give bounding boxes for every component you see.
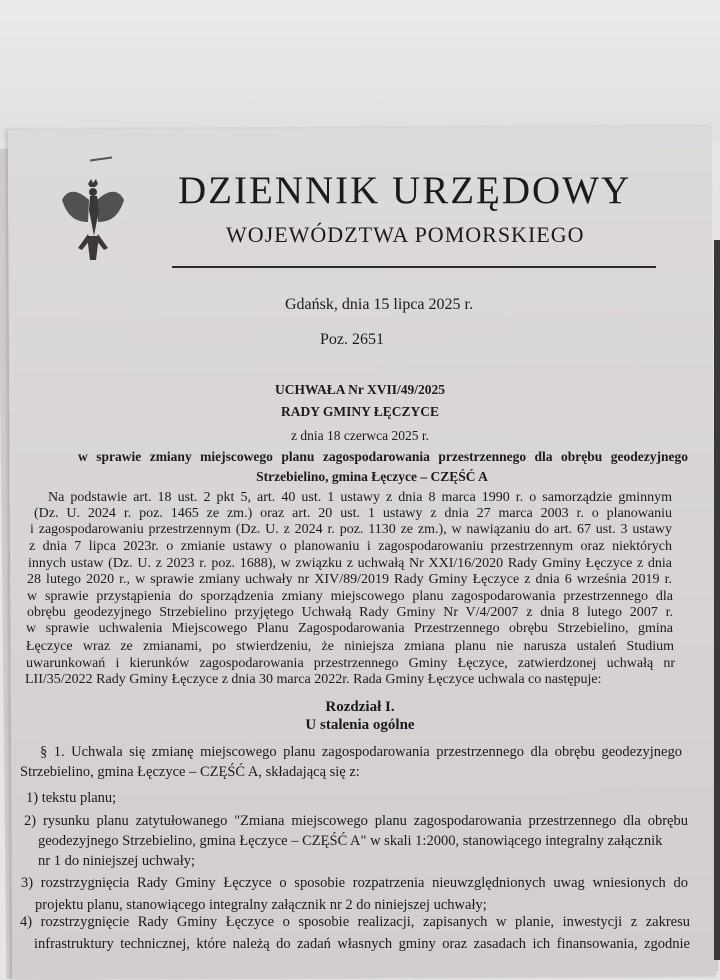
eagle-emblem-icon: [60, 178, 126, 268]
section-1-line: Strzebielino, gmina Łęczyce – CZĘŚĆ A, składającą się z:: [20, 764, 360, 780]
preamble-line: LII/35/2022 Rady Gminy Łęczyce z dnia 30 marca 2022r. Rada Gminy Łęczyce uchwala co następuje:: [25, 672, 602, 687]
list-item-4: infrastruktury technicznej, które należą do zadań własnych gminy oraz zasadach ich finansowania, zgodnie: [34, 936, 690, 952]
list-item-2: 2) rysunku planu zatytułowanego "Zmiana miejscowego planu zagospodarowania przestrzennego dla obrębu: [24, 813, 688, 829]
list-item-1: 1) tekstu planu;: [26, 790, 117, 806]
resolution-body: RADY GMINY ŁĘCZYCE: [280, 404, 439, 419]
preamble-line: obrębu geodezyjnego Strzebielino przyjętego Uchwałą Rady Gminy Nr V/4/2007 z dnia 8 lutego 2007 r.: [27, 605, 673, 620]
table-edge: [714, 240, 720, 960]
chapter-title: U stalenia ogólne: [305, 717, 415, 733]
resolution-subject-line: w sprawie zmiany miejscowego planu zagospodarowania przestrzennego dla obrębu geodezyjnego: [78, 449, 688, 464]
preamble-line: Na podstawie art. 18 ust. 2 pkt 5, art. 40 ust. 1 ustawy z dnia 8 marca 1990 r. o samorządzie gminnym: [48, 490, 672, 505]
preamble-line: w sprawie uchwalenia Miejscowego Planu Zagospodarowania Przestrzennego obrębu Strzebielino, gmina: [26, 621, 673, 636]
preamble-line: 28 lutego 2020 r., w sprawie zmiany uchwały nr XIV/89/2019 Rady Gminy Łęczyce z dnia 6 września 2019 r.: [27, 572, 672, 587]
list-item-3: projektu planu, stanowiącego integralny załącznik nr 2 do niniejszej uchwały;: [35, 897, 487, 913]
preamble-line: uwarunkowań i kierunków zagospodarowania przestrzennego Gminy Łęczyce, zatwierdzonej uchwałą nr: [26, 656, 675, 671]
background-wall: [0, 0, 720, 140]
preamble-line: innych ustaw (Dz. U. z 2023 r. poz. 1688), w związku z uchwałą Nr XXI/16/2020 Rady Gminy Łęczyce z dnia: [28, 556, 672, 571]
journal-subtitle: WOJEWÓDZTWA POMORSKIEGO: [226, 222, 585, 247]
preamble-line: (Dz. U. 2024 r. poz. 1465 ze zm.) oraz art. 20 ust. 1 ustawy z dnia 27 marca 2003 r. o planowaniu: [34, 506, 672, 521]
place-date: Gdańsk, dnia 15 lipca 2025 r.: [285, 296, 473, 313]
preamble-line: w sprawie przystąpienia do sporządzenia zmiany miejscowego planu zagospodarowania przestrzennego dla: [27, 589, 673, 604]
resolution-subject-line: Strzebielino, gmina Łęczyce – CZĘŚĆ A: [256, 469, 488, 484]
list-item-4: 4) rozstrzygnięcie Rady Gminy Łęczyce o sposobie realizacji, zapisanych w planie, inwestycji z zakresu: [20, 914, 690, 930]
preamble-line: Łęczyce wraz ze zmianami, po stwierdzeniu, że niniejsza zmiana planu nie narusza ustaleń Studium: [26, 639, 674, 654]
list-item-2: nr 1 do niniejszej uchwały;: [38, 853, 196, 869]
journal-title: DZIENNIK URZĘDOWY: [178, 169, 632, 212]
preamble-line: z dnia 7 lipca 2023r. o zmianie ustawy o planowaniu i zagospodarowaniu przestrzennym oraz niektórych: [29, 539, 672, 554]
list-item-3: 3) rozstrzygnięcia Rady Gminy Łęczyce o sposobie rozpatrzenia nieuwzględnionych uwag wniesionych do: [21, 875, 688, 891]
chapter-number: Rozdział I.: [325, 699, 395, 715]
resolution-number: UCHWAŁA Nr XVII/49/2025: [274, 382, 445, 397]
section-1-line: § 1. Uchwala się zmianę miejscowego planu zagospodarowania przestrzennego dla obrębu geodezyjnego: [40, 744, 682, 760]
header-rule: [172, 266, 656, 268]
position-number: Poz. 2651: [320, 331, 384, 348]
preamble-line: i zagospodarowaniu przestrzennym (Dz. U. z 2024 r. poz. 1130 ze zm.), w nawiązaniu do art. 67 ust. 3 ustawy: [30, 522, 672, 537]
list-item-2: geodezyjnego Strzebielino, gmina Łęczyce – CZĘŚĆ A" w skali 1:2000, stanowiącego integralny załącznik: [38, 833, 663, 849]
resolution-date: z dnia 18 czerwca 2025 r.: [291, 428, 429, 443]
